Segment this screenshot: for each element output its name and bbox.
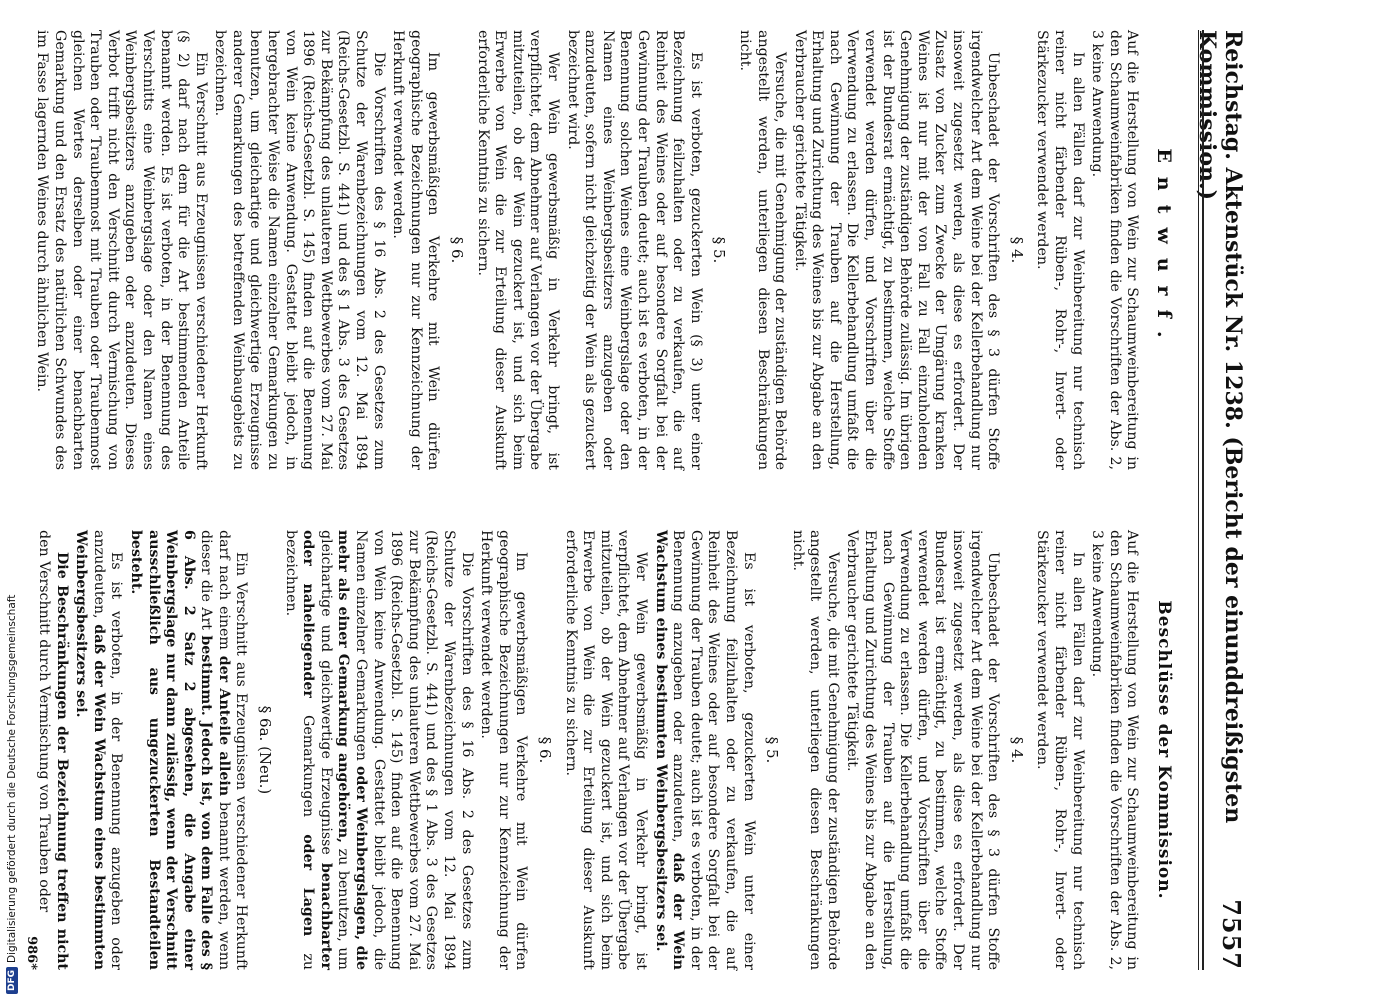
text-run-bold: oder Weinbergslagen, die mehr als einer Gemarkung angehören, [335, 530, 370, 971]
text-run: Gemarkungen [300, 715, 317, 817]
text-run-bold: bestimmt. Jedoch ist, von dem Falle des § 6 Abs. 2 Satz 2 abgesehen, die Angabe einer Weinbergslage nur dann zulässig, wenn der Verschnitt ausschließlich aus ungezuckerten Bestandteilen besteht. [127, 530, 215, 970]
section-heading: § 4. [1007, 236, 1026, 264]
digitization-credit [6, 595, 18, 994]
paragraph: Versuche, die mit Genehmigung der zuständigen Behörde angestellt werden, unterliegen diesen Beschränkungen nicht. [736, 30, 789, 470]
text-run-bold: Die Beschränkungen der Bezeichnung treffen nicht [53, 552, 70, 970]
text-run-bold: benachbarter oder naheliegender [300, 530, 334, 970]
paragraph: Versuche, die mit Genehmigung der zuständigen Behörde angestellt werden, unterliegen diesen Beschränkungen nicht. [789, 530, 841, 970]
paragraph: In allen Fällen darf zur Weinbereitung nur technisch reiner nicht färbender Rüben-, Rohr-, Invert- oder Stärkezucker verwendet werden. [1034, 530, 1086, 970]
paragraph: Wer Wein gewerbsmäßig in Verkehr bringt, ist verpflichtet, dem Abnehmer auf Verlangen vor der Übergabe mitzuteilen, ob der Wein gezuckert ist, und sich beim Erwerbe von Wein die zur Erteilung dieser Auskunft erforderliche Kenntnis zu sichern. [562, 530, 649, 970]
paragraph: Im gewerbsmäßigen Verkehre mit Wein dürfen geographische Bezeichnungen nur zur Kennzeichnung der Herkunft verwendet werden. [390, 30, 442, 470]
paragraph [72, 530, 125, 970]
text-run: den Verschnitt durch Vermischung von Trauben oder [35, 530, 52, 913]
credit-text: Digitalisierung gefördert durch die Deutsche Forschungsgemeinschaft [6, 594, 18, 963]
paragraph [281, 530, 475, 970]
header-title: Reichstag. Aktenstück Nr. 1238. (Bericht der einunddreißigsten Kommission.) [1194, 30, 1246, 824]
text-run: benannt werden, wenn dieser die Art [198, 530, 232, 970]
paragraph: Unbeschadet der Vorschriften des § 3 dürfen Stoffe irgendwelcher Art dem Weine bei der Kellerbehandlung nur insoweit zugesetzt werden, als diese es erfordert. Der Zusatz von Zucker zum Zwecke der Umgärung kranken Weines ist nur mit der von Fall zu Fall einzuholenden Genehmigung der zuständigen Behörde zulässig. Im übrigen ist der Bundesrat ermächtigt, zu bestimmen, welche Stoffe verwendet werden dürfen, und Vorschriften über die Verwendung zu erlassen. Die Kellerbehandlung umfaßt die nach Gewinnung der Trauben auf die Herstellung, Erhaltung und Zurichtung des Weines bis zur Abgabe an den Verbraucher gerichtete Tätigkeit. [791, 30, 1002, 470]
text-run: Es ist verboten, gezuckerten Wein unter einer Bezeichnung feilzuhalten oder zu verkaufen, die auf Reinheit des Weines oder auf besondere Sorgfalt bei der Gewinnung der Trauben deutet; auch ist es verboten, in der Benennung anzugeben oder anzudeuten, [670, 530, 757, 970]
text-run: Es ist verboten, in der Benennung anzugeben oder anzudeuten, [90, 530, 125, 970]
section-heading: § 5. [710, 236, 729, 264]
paragraph: Auf die Herstellung von Wein zur Schaumweinbereitung in den Schaumweinfabriken finden die Vorschriften der Abs. 2, 3 keine Anwendung. [1089, 30, 1141, 470]
paragraph [651, 530, 757, 970]
column-title-draft: Entwurf. [1153, 148, 1175, 352]
paragraph: Die Vorschriften des § 16 Abs. 2 des Gesetzes zum Schutze der Warenbezeichnungen vom 12. Mai 1894 (Reichs-Gesetzbl. S. 441) und des § 1 Abs. 3 des Gesetzes zur Bekämpfung des unlauteren Wettbewerbes vom 27. Mai 1896 (Reichs-Gesetzbl. S. 145) finden auf die Benennung von Wein keine Anwendung. Gestattet bleibt jedoch, in hergebrachter Weise die Namen einzelner Gemarkungen zu benutzen, um gleichartige und gleichwertige Erzeugnisse anderer Gemarkungen des betreffenden Weinbaugebiets zu bezeichnen. [212, 30, 387, 470]
paragraph: Auf die Herstellung von Wein zur Schaumweinbereitung in den Schaumweinfabriken finden die Vorschriften der Abs. 2, 3 keine Anwendung. [1089, 530, 1141, 970]
column-title-commission: Beschlüsse der Kommission. [1154, 600, 1174, 900]
section-heading: § 4. [1007, 736, 1026, 764]
column-draft [31, 30, 1175, 470]
paragraph [126, 530, 249, 970]
page-header [1188, 30, 1250, 970]
paragraph: Wer Wein gewerbsmäßig in Verkehr bringt, ist verpflichtet, dem Abnehmer auf Verlangen vor der Übergabe mitzuteilen, ob der Wein gezuckert ist, und sich beim Erwerbe von Wein die zur Erteilung dieser Auskunft erforderliche Kenntnis zu sichern. [474, 30, 561, 470]
paragraph: In allen Fällen darf zur Weinbereitung nur technisch reiner nicht färbender Rüben-, Rohr-, Invert- oder Stärkezucker verwendet werden. [1034, 30, 1086, 470]
paragraph [34, 530, 69, 970]
text-run: zu bezeichnen. [282, 530, 317, 971]
text-run: zu benutzen, um gleichartige und gleichwertige Erzeugnisse [317, 530, 352, 971]
footer-number: 986* [24, 936, 39, 970]
paragraph: Unbeschadet der Vorschriften des § 3 dürfen Stoffe irgendwelcher Art dem Weine bei der Kellerbehandlung nur insoweit zugesetzt werden, als diese es erfordert. Der Bundesrat ist ermächtigt, zu bestimmen, welche Stoffe verwendet werden dürfen, und Vorschriften über die Verwendung zu erlassen. Die Kellerbehandlung umfaßt die nach Gewinnung der Trauben auf die Herstellung, Erhaltung und Zurichtung des Weines bis zur Abgabe an den Verbraucher gerichtete Tätigkeit. [844, 530, 1002, 970]
section-heading: § 6. [536, 736, 554, 764]
dfg-logo: DFG [6, 967, 18, 994]
section-heading: § 6a. (Neu.) [256, 705, 275, 795]
text-run-bold: der Anteile allein [215, 655, 232, 797]
page-number: 7557 [1217, 899, 1246, 970]
header-rule [1198, 30, 1204, 970]
text-run: Die Vorschriften des § 16 Abs. 2 des Gesetzes zum Schutze der Warenbezeichnungen vom 12. Mai 1894 (Reichs-Gesetzbl. S. 441) und des § 1 Abs. 3 des Gesetzes zur Bekämpfung des unlauteren Wettbewerbes vom 27. Mai 1896 (Reichs-Gesetzbl. S. 145) finden auf die Benennung von Wein keine Anwendung. Gestattet bleibt jedoch, die Namen einzelner Gemarkungen [353, 530, 475, 970]
paragraph: Im gewerbsmäßigen Verkehre mit Wein dürfen geographische Bezeichnungen nur zur Kennzeichnung der Herkunft verwendet werden. [478, 530, 530, 970]
column-commission [32, 530, 1172, 970]
text-run-bold: oder Lagen [300, 834, 317, 937]
text-run-bold: daß der Wein Wachstum eines bestimmten Weinbergsbesitzers sei. [652, 530, 687, 970]
text-run-bold: daß der Wein Wachstum eines bestimmten Weinbergsbesitzers sei. [73, 530, 107, 970]
section-heading: § 6. [448, 236, 467, 264]
paragraph: Es ist verboten, gezuckerten Wein (§ 3) unter einer Bezeichnung feilzuhalten oder zu verkaufen, die auf Reinheit des Weines oder auf besondere Sorgfalt bei der Gewinnung der Trauben deutet; auch ist es verboten, in der Benennung solchen Weines eine Weinbergslage oder den Namen eines Weinbergsbesitzers anzugeben oder anzudeuten, sofern nicht gleichzeitig der Wein als gezuckert bezeichnet wird. [564, 30, 704, 470]
text-run: Ein Verschnitt aus Erzeugnissen verschiedener Herkunft darf nach einem [215, 530, 250, 970]
paragraph: Ein Verschnitt aus Erzeugnissen verschiedener Herkunft (§ 2) darf nach dem für die Art bestimmenden Anteile benannt werden. Es ist verboten, in der Benennung des Verschnitts eine Weinbergslage oder den Namen eines Weinbergsbesitzers anzugeben oder anzudeuten. Dieses Verbot trifft nicht den Verschnitt durch Vermischung von Trauben oder Traubenmost mit Trauben oder Traubenmost gleichen Wertes derselben oder einer benachbarten Gemarkung und den Ersatz des natürlichen Schwundes des im Fasse lagernden Weines durch ähnlichen Wein. [34, 30, 209, 470]
section-heading: § 5. [763, 736, 782, 764]
